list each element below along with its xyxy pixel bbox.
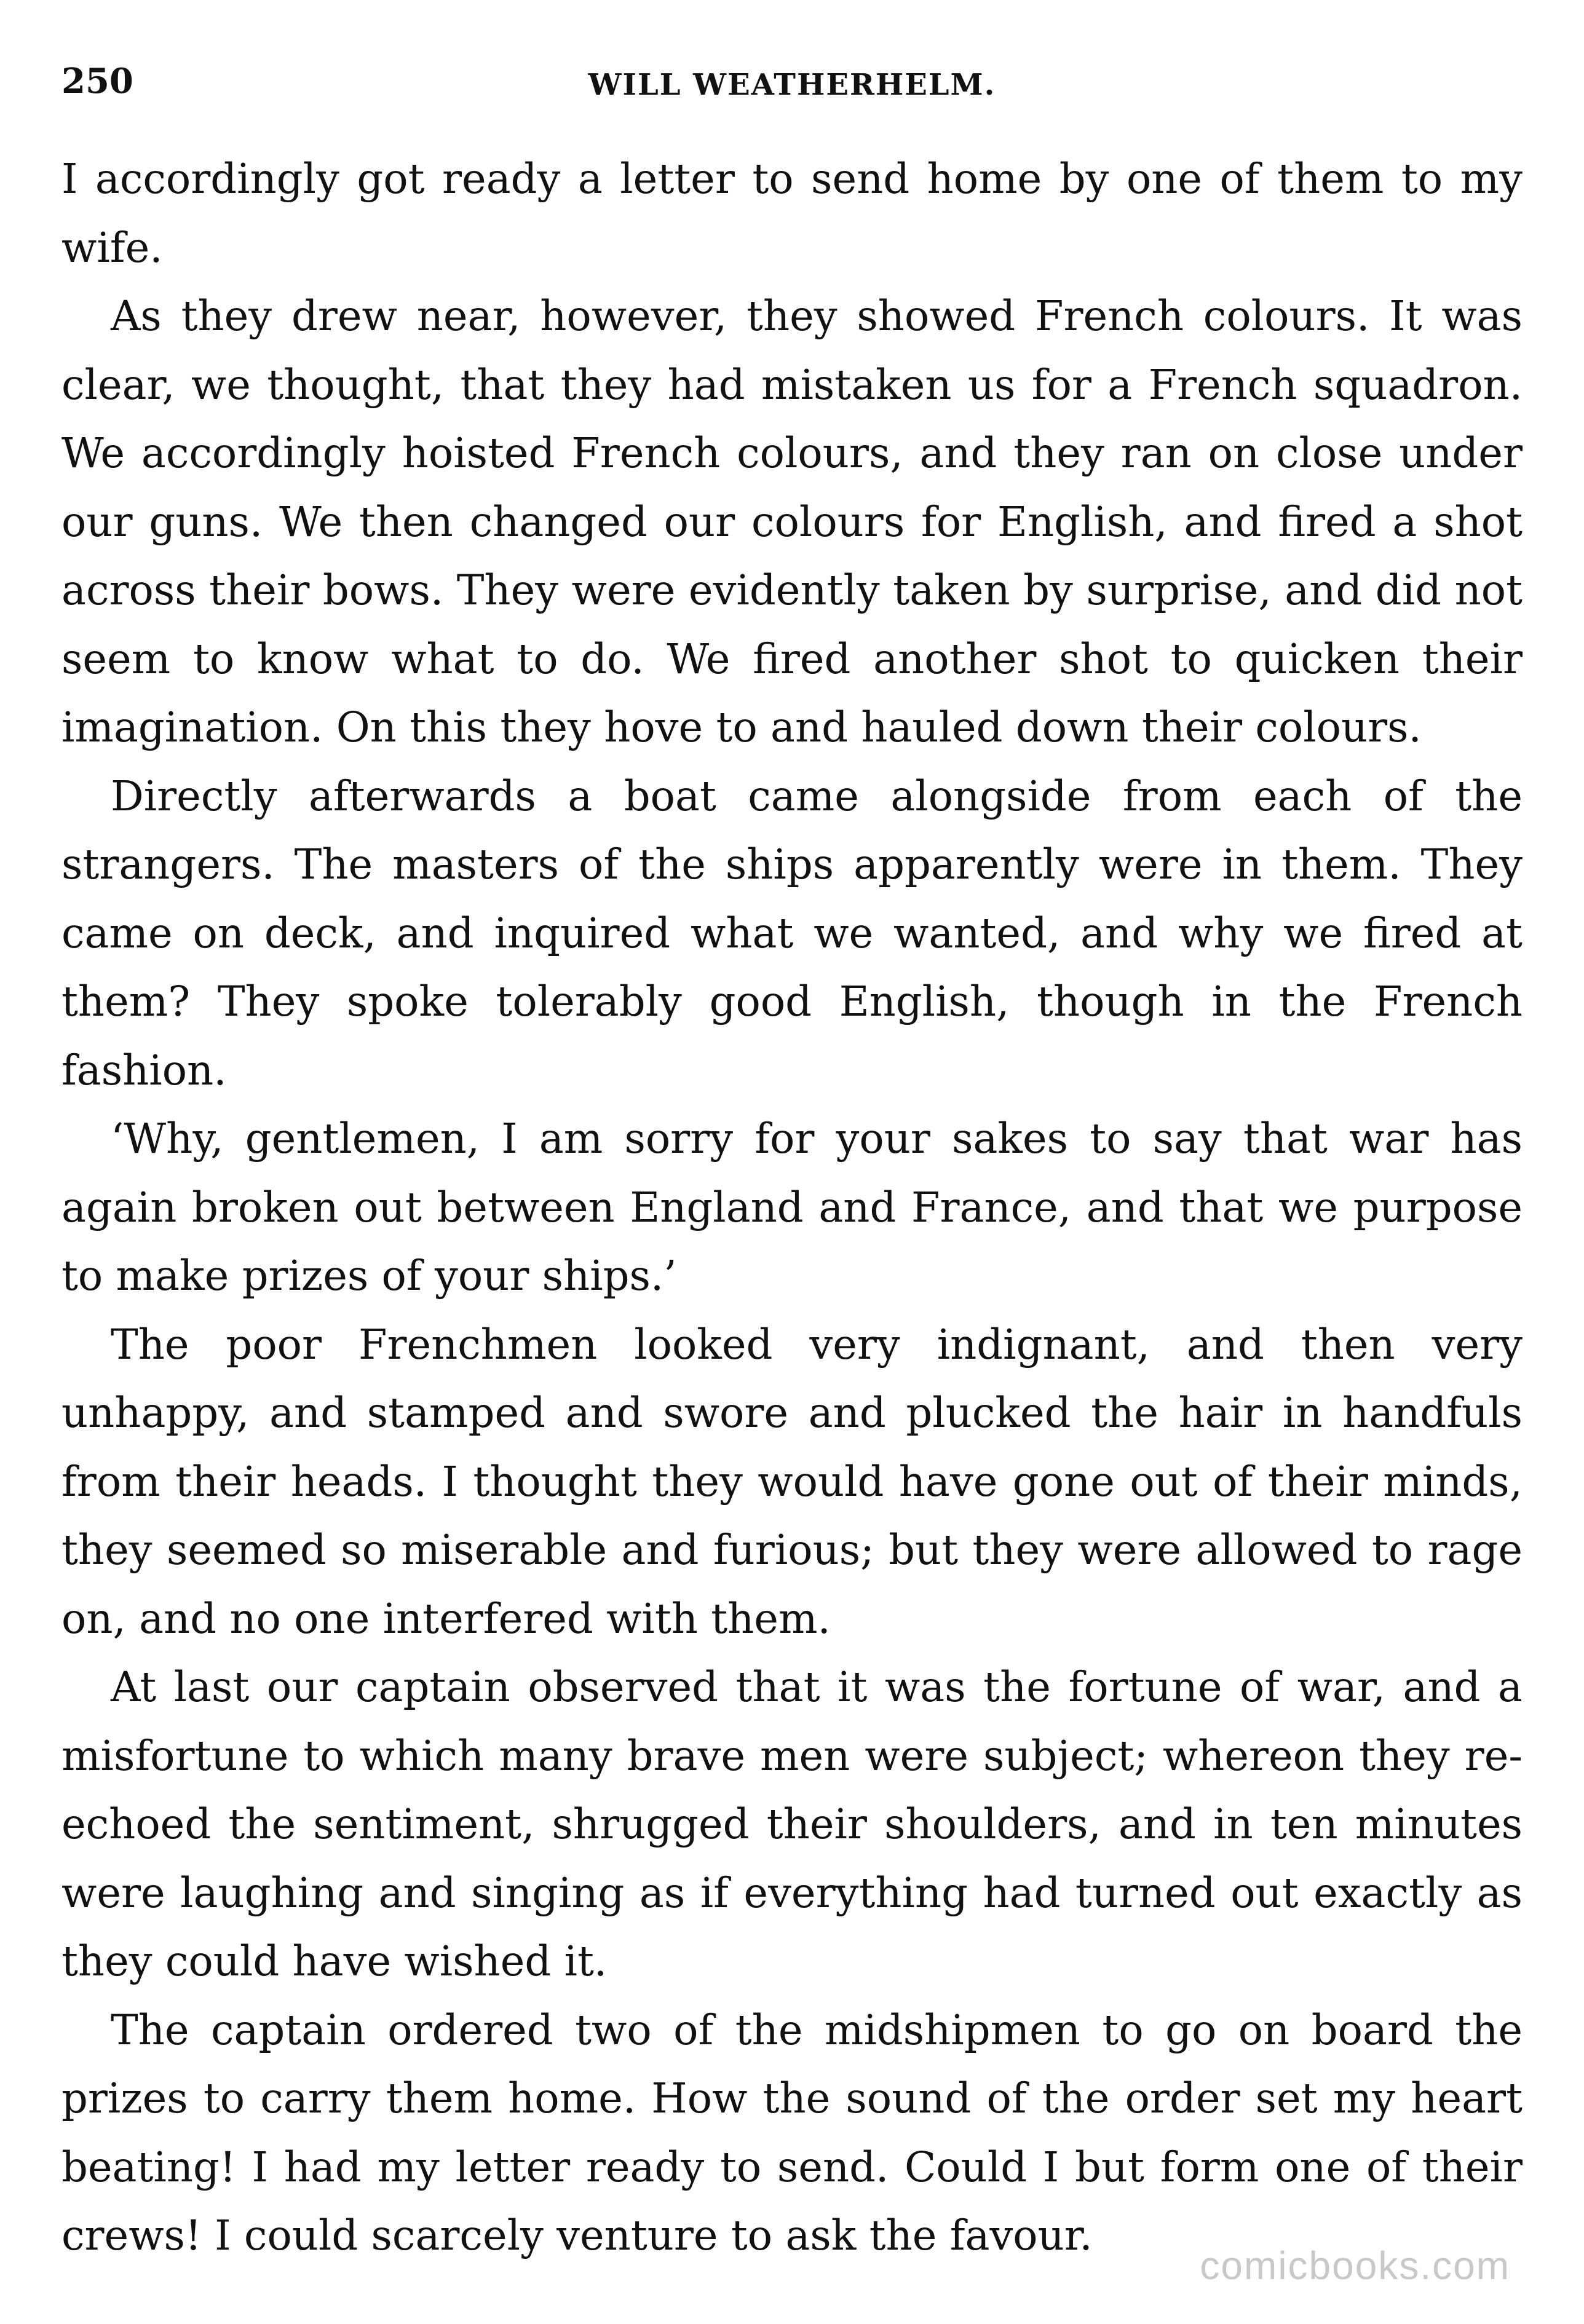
paragraph: The poor Frenchmen looked very indignant, and then very unhappy, and stamped and swore and plucked the hair in handfuls from their heads. I thought they would have gone out of their minds, they seemed so miserable and furious; but they were allowed to rage on, and no one interfered with them.	[61, 1320, 1523, 1643]
paragraph: Directly afterwards a boat came alongside from each of the strangers. The masters of the ships apparently were in them. They came on deck, and inquired what we wanted, and why we fired at them? They spoke tolerably good English, though in the French fashion.	[61, 772, 1523, 1094]
paragraph: I accordingly got ready a letter to send home by one of them to my wife.	[61, 155, 1523, 272]
running-title: WILL WEATHERHELM.	[588, 68, 996, 102]
body-text	[61, 145, 1523, 2271]
paragraph: ‘Why, gentlemen, I am sorry for your sakes to say that war has again broken out between England and France, and that we purpose to make prizes of your ships.’	[61, 1115, 1523, 1300]
paragraph: The captain ordered two of the midshipmen to go on board the prizes to carry them home. How the sound of the order set my heart beating! I had my letter ready to send. Could I but form one of their crews! I could scarcely venture to ask the favour.	[61, 2006, 1523, 2259]
paragraph: As they drew near, however, they showed French colours. It was clear, we thought, that they had mistaken us for a French squadron. We accordingly hoisted French colours, and they ran on close under our guns. We then changed our colours for English, and fired a shot across their bows. They were evidently taken by surprise, and did not seem to know what to do. We fired another shot to quicken their imagination. On this they hove to and hauled down their colours.	[61, 292, 1523, 751]
running-head	[61, 57, 1523, 106]
watermark: comicbooks.com	[1200, 2243, 1510, 2288]
page-number: 250	[61, 61, 133, 101]
paragraph: At last our captain observed that it was the fortune of war, and a misfortune to which many brave men were subject; whereon they re-echoed the sentiment, shrugged their shoulders, and in ten minutes were laughing and singing as if everything had turned out exactly as they could have wished it.	[61, 1663, 1523, 1985]
